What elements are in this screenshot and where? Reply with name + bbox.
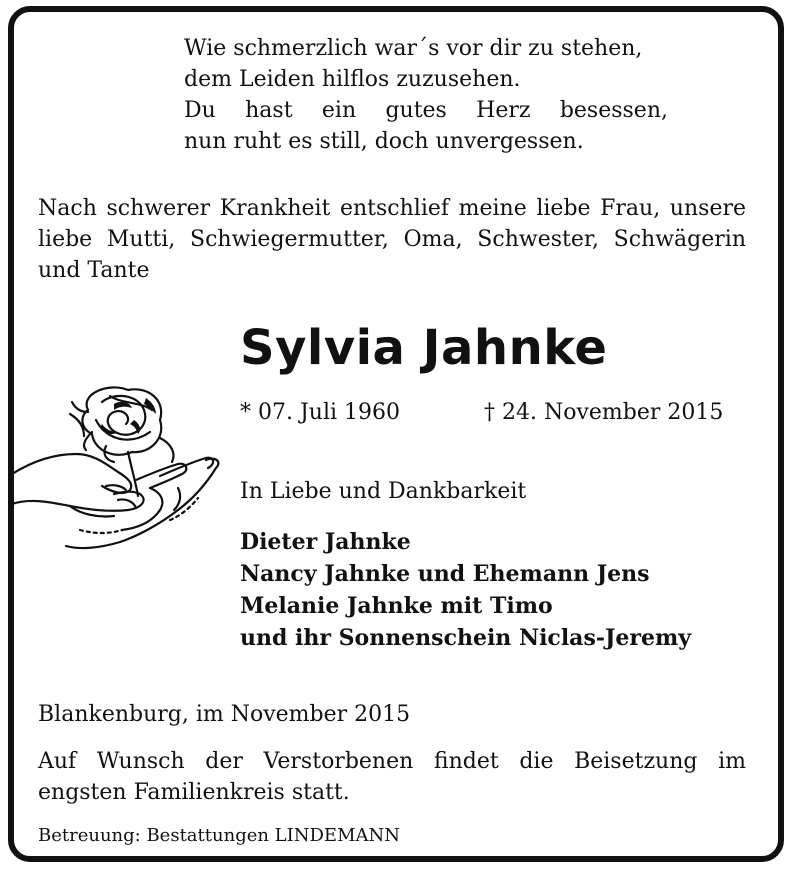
funeral-home-credit: Betreuung: Bestattungen LINDEMANN [38,825,400,846]
rose-in-hands-icon [10,380,225,560]
birth-date: * 07. Juli 1960 [240,400,401,425]
intro-line: liebe Mutti, Schwiegermutter, Oma, Schwester, Schwägerin [38,227,746,252]
poem-line: nun ruht es still, doch unvergessen. [184,129,584,154]
mourner-name: Nancy Jahnke und Ehemann Jens [240,561,650,587]
place-and-date: Blankenburg, im November 2015 [38,702,411,727]
funeral-line: engsten Familienkreis statt. [38,780,350,805]
poem-line: Du hast ein gutes Herz besessen, [184,98,668,123]
mourners-list [240,526,691,654]
death-date: † 24. November 2015 [484,400,724,425]
mourner-name: Melanie Jahnke mit Timo [240,593,553,619]
funeral-line: Auf Wunsch der Verstorbenen findet die Beisetzung im [38,749,746,774]
funeral-note [38,746,746,808]
deceased-name: Sylvia Jahnke [240,320,608,376]
intro-line: und Tante [38,258,150,283]
intro-line: Nach schwerer Krankheit entschlief meine liebe Frau, unsere [38,196,746,221]
gratitude-line: In Liebe und Dankbarkeit [240,479,527,504]
poem-line: Wie schmerzlich war´s vor dir zu stehen, [184,36,643,61]
intro-text [38,193,746,286]
poem [184,33,668,157]
poem-line: dem Leiden hilflos zuzusehen. [184,67,521,92]
mourner-name: und ihr Sonnenschein Niclas-Jeremy [240,625,692,651]
mourner-name: Dieter Jahnke [240,529,411,555]
